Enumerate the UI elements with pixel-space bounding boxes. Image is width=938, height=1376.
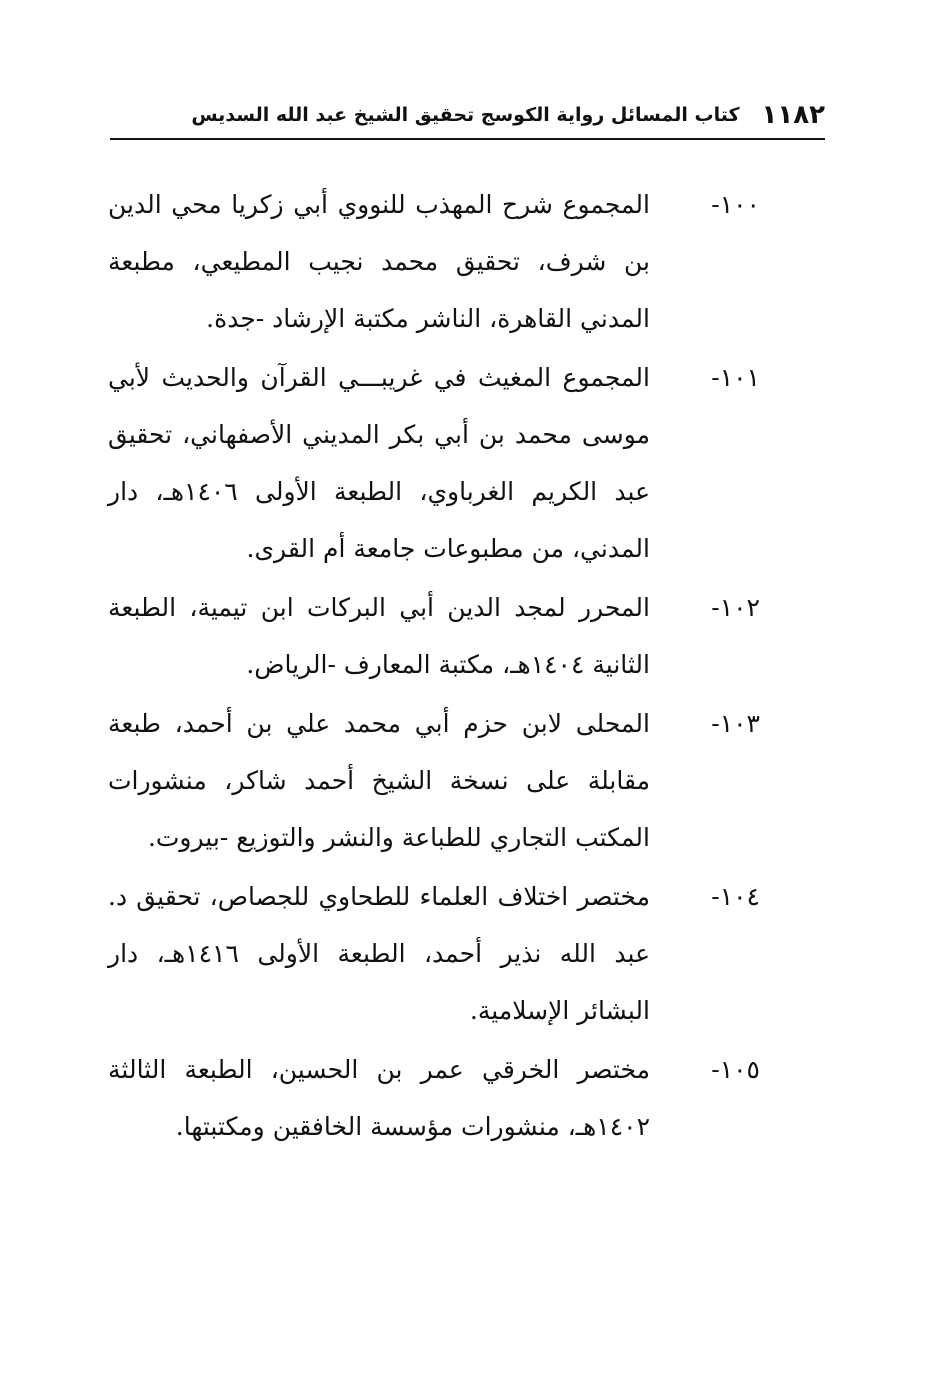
- entry-text: مختصر الخرقي عمر بن الحسين، الطبعة الثالثة ١٤٠٢هـ، منشورات مؤسسة الخافقين ومكتبتها.: [108, 1055, 650, 1141]
- bibliography-entry: [108, 579, 760, 693]
- entry-number: ١٠٤-: [711, 882, 760, 911]
- running-title: كتاب المسائل رواية الكوسج تحقيق الشيخ عبد الله السديس: [191, 104, 740, 126]
- entry-text: المحلى لابن حزم أبي محمد علي بن أحمد، طبعة مقابلة على نسخة الشيخ أحمد شاكر، منشورات المكتب التجاري للطباعة والنشر والتوزيع -بيروت.: [108, 709, 650, 852]
- entry-number: ١٠٥-: [711, 1055, 760, 1084]
- bibliography-entry: [108, 1041, 760, 1155]
- entry-text: المحرر لمجد الدين أبي البركات ابن تيمية، الطبعة الثانية ١٤٠٤هـ، مكتبة المعارف -الرياض.: [108, 593, 650, 679]
- entry-text: المجموع شرح المهذب للنووي أبي زكريا محي الدين بن شرف، تحقيق محمد نجيب المطيعي، مطبعة المدني القاهرة، الناشر مكتبة الإرشاد -جدة.: [108, 190, 650, 333]
- entry-number: ١٠٢-: [711, 593, 760, 622]
- bibliography-entry: [108, 868, 760, 1039]
- bibliography-entry: [108, 695, 760, 866]
- entry-number: ١٠٣-: [711, 709, 760, 738]
- entry-text: المجموع المغيث في غريبـــي القرآن والحديث لأبي موسى محمد بن أبي بكر المديني الأصفهاني، تحقيق عبد الكريم الغرباوي، الطبعة الأولى ١٤٠٦هـ، دار المدني، من مطبوعات جامعة أم القرى.: [108, 363, 650, 563]
- entry-number: ١٠١-: [711, 363, 760, 392]
- running-header: [110, 92, 825, 140]
- bibliography-entry: [108, 349, 760, 577]
- bibliography-entry: [108, 176, 760, 347]
- bibliography-list: [108, 176, 760, 1157]
- entry-text: مختصر اختلاف العلماء للطحاوي للجصاص، تحقيق د. عبد الله نذير أحمد، الطبعة الأولى ١٤١٦هـ، دار البشائر الإسلامية.: [108, 882, 650, 1025]
- entry-number: ١٠٠-: [711, 190, 760, 219]
- page-number: ١١٨٢: [761, 100, 825, 130]
